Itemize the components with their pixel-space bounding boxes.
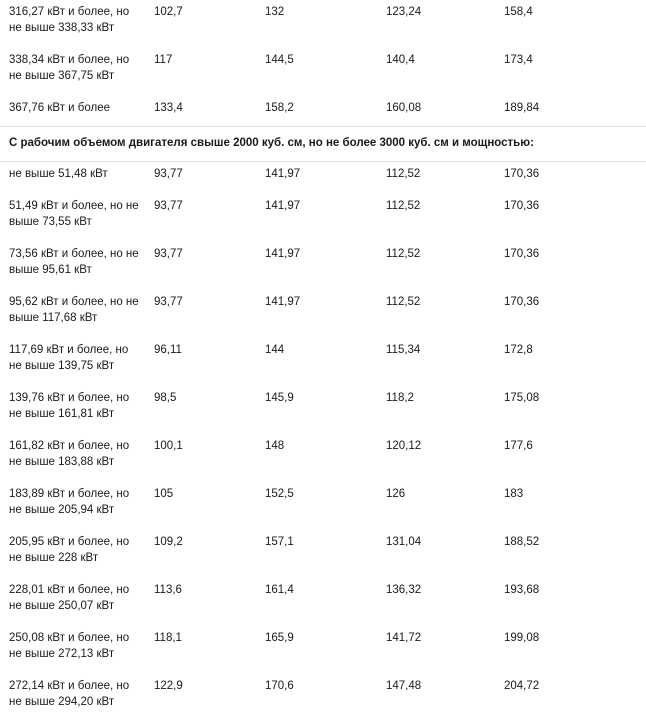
value-cell-4: 172,8: [504, 344, 533, 356]
power-range-cell: 95,62 кВт и более, но не выше 117,68 кВт: [9, 296, 139, 324]
value-cell-1: 122,9: [154, 680, 183, 692]
value-cell-1: 98,5: [154, 392, 177, 404]
value-cell-2: 132: [265, 6, 285, 18]
value-cell-2: 158,2: [265, 102, 294, 114]
value-cell-1: 93,77: [154, 296, 183, 308]
table-body-top: [0, 0, 646, 126]
value-cell-4: 170,36: [504, 296, 540, 308]
power-range-cell: 117,69 кВт и более, но не выше 139,75 кВт: [9, 344, 129, 372]
value-cell-4: 158,4: [504, 6, 533, 18]
value-cell-1: 113,6: [154, 584, 182, 596]
value-cell-1: 96,11: [154, 344, 182, 356]
value-cell-2: 141,97: [265, 248, 301, 260]
section-header-row: [0, 126, 646, 162]
value-cell-2: 145,9: [265, 392, 294, 404]
value-cell-1: 93,77: [154, 248, 183, 260]
table-body-bottom: [0, 162, 646, 722]
value-cell-4: 188,52: [504, 536, 540, 548]
value-cell-3: 118,2: [386, 392, 414, 404]
table-row: [0, 674, 646, 722]
value-cell-3: 120,12: [386, 440, 422, 452]
power-range-cell: 316,27 кВт и более, но не выше 338,33 кВт: [9, 6, 130, 34]
value-cell-4: 204,72: [504, 680, 540, 692]
table-row: [0, 434, 646, 482]
value-cell-1: 117: [154, 54, 173, 66]
table-row: [0, 386, 646, 434]
value-cell-4: 173,4: [504, 54, 533, 66]
value-cell-4: 170,36: [504, 168, 540, 180]
power-range-cell: 338,34 кВт и более, но не выше 367,75 кВт: [9, 54, 130, 82]
value-cell-3: 140,4: [386, 54, 415, 66]
power-range-cell: 139,76 кВт и более, но не выше 161,81 кВт: [9, 392, 130, 420]
value-cell-1: 100,1: [154, 440, 183, 452]
value-cell-2: 141,97: [265, 200, 301, 212]
value-cell-3: 115,34: [386, 344, 421, 356]
table-row: [0, 626, 646, 674]
value-cell-2: 157,1: [265, 536, 294, 548]
value-cell-2: 170,6: [265, 680, 294, 692]
power-range-cell: 73,56 кВт и более, но не выше 95,61 кВт: [9, 248, 139, 276]
value-cell-3: 160,08: [386, 102, 422, 114]
value-cell-3: 112,52: [386, 296, 421, 308]
value-cell-3: 123,24: [386, 6, 422, 18]
value-cell-1: 93,77: [154, 200, 183, 212]
table-row: [0, 162, 646, 194]
power-range-cell: 161,82 кВт и более, но не выше 183,88 кВт: [9, 440, 130, 468]
power-range-cell: 272,14 кВт и более, но не выше 294,20 кВт: [9, 680, 130, 708]
value-cell-2: 144,5: [265, 54, 294, 66]
value-cell-4: 177,6: [504, 440, 533, 452]
value-cell-2: 141,97: [265, 296, 301, 308]
power-range-cell: 367,76 кВт и более: [9, 102, 111, 114]
table-row: [0, 0, 646, 48]
value-cell-4: 183: [504, 488, 524, 500]
value-cell-1: 118,1: [154, 632, 182, 644]
value-cell-3: 112,52: [386, 200, 421, 212]
value-cell-2: 148: [265, 440, 285, 452]
table-row: [0, 530, 646, 578]
value-cell-4: 193,68: [504, 584, 540, 596]
value-cell-3: 112,52: [386, 248, 421, 260]
value-cell-3: 131,04: [386, 536, 422, 548]
table-row: [0, 194, 646, 242]
power-range-cell: 183,89 кВт и более, но не выше 205,94 кВт: [9, 488, 130, 516]
table-row: [0, 338, 646, 386]
table-row: [0, 578, 646, 626]
value-cell-3: 141,72: [386, 632, 422, 644]
value-cell-3: 147,48: [386, 680, 422, 692]
value-cell-2: 152,5: [265, 488, 294, 500]
value-cell-1: 102,7: [154, 6, 183, 18]
power-range-cell: не выше 51,48 кВт: [9, 168, 108, 180]
value-cell-4: 170,36: [504, 200, 540, 212]
value-cell-3: 112,52: [386, 168, 421, 180]
table-row: [0, 482, 646, 530]
table-row: [0, 290, 646, 338]
value-cell-3: 136,32: [386, 584, 422, 596]
table-row: [0, 96, 646, 126]
table-row: [0, 48, 646, 96]
power-range-cell: 250,08 кВт и более, но не выше 272,13 кВт: [9, 632, 130, 660]
value-cell-1: 93,77: [154, 168, 183, 180]
value-cell-2: 141,97: [265, 168, 301, 180]
value-cell-2: 144: [265, 344, 285, 356]
value-cell-4: 199,08: [504, 632, 540, 644]
value-cell-1: 105: [154, 488, 174, 500]
table-row: [0, 242, 646, 290]
value-cell-4: 170,36: [504, 248, 540, 260]
section-title: С рабочим объемом двигателя свыше 2000 куб. см, но не более 3000 куб. см и мощностью:: [9, 137, 534, 149]
value-cell-4: 189,84: [504, 102, 540, 114]
power-range-cell: 205,95 кВт и более, но не выше 228 кВт: [9, 536, 130, 564]
value-cell-1: 109,2: [154, 536, 183, 548]
value-cell-1: 133,4: [154, 102, 183, 114]
value-cell-4: 175,08: [504, 392, 540, 404]
value-cell-2: 165,9: [265, 632, 294, 644]
power-range-cell: 228,01 кВт и более, но не выше 250,07 кВт: [9, 584, 130, 612]
power-range-cell: 51,49 кВт и более, но не выше 73,55 кВт: [9, 200, 139, 228]
value-cell-3: 126: [386, 488, 406, 500]
value-cell-2: 161,4: [265, 584, 294, 596]
